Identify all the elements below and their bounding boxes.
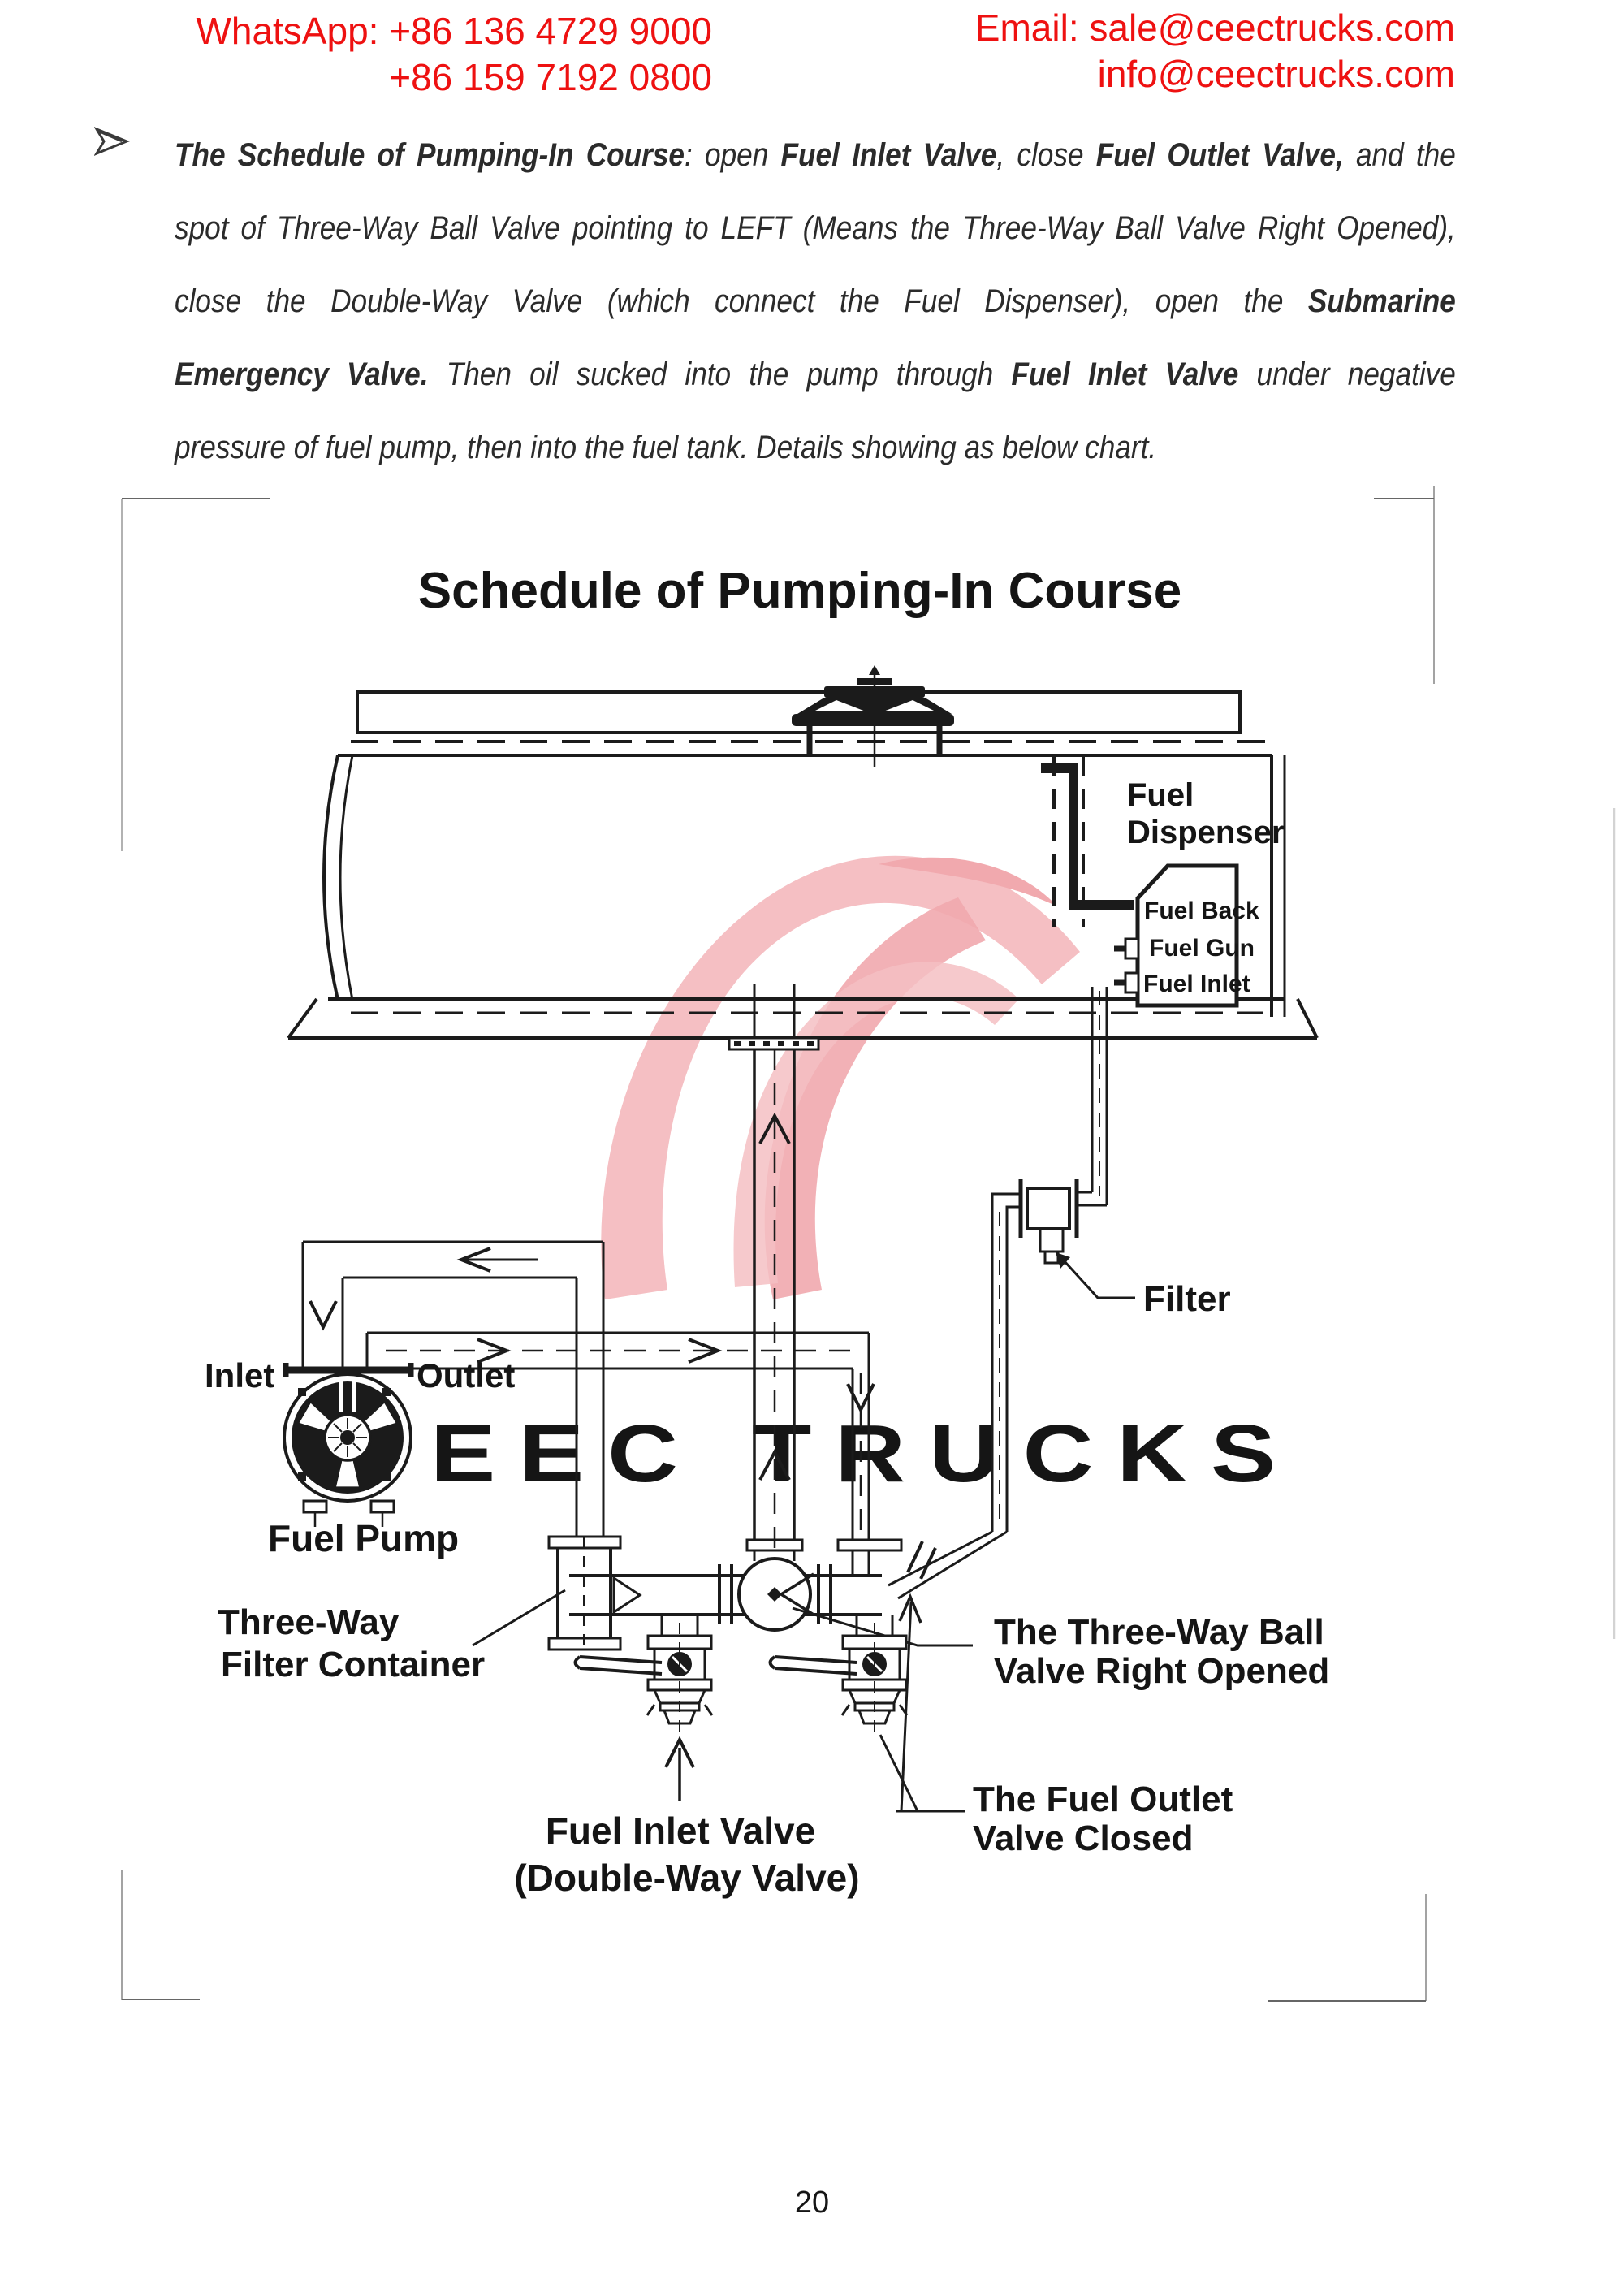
- label-ball-valve-1: The Three-Way Ball: [994, 1612, 1324, 1652]
- label-outlet-valve-2: Valve Closed: [973, 1818, 1194, 1858]
- ceec-logo-watermark: [601, 856, 1080, 1299]
- label-outlet-valve-1: The Fuel Outlet: [973, 1779, 1233, 1819]
- label-ball-valve-2: Valve Right Opened: [994, 1651, 1330, 1691]
- diagram-title: Schedule of Pumping-In Course: [417, 563, 1182, 619]
- whatsapp-line-2: +86 159 7192 0800: [389, 56, 712, 98]
- label-inlet-valve-2: (Double-Way Valve): [514, 1857, 860, 1899]
- label-pump-inlet: Inlet: [205, 1356, 275, 1394]
- label-fuel-back: Fuel Back: [1144, 897, 1259, 924]
- label-fuel-gun: Fuel Gun: [1149, 935, 1255, 962]
- whatsapp-line-1: WhatsApp: +86 136 4729 9000: [196, 10, 712, 52]
- label-fuel-dispenser-1: Fuel: [1127, 777, 1194, 813]
- trucks-text-watermark: EEC TRUCKS: [430, 1408, 1299, 1499]
- flow-arrow-down: [310, 1301, 336, 1327]
- label-fuel-dispenser-2: Dispenser: [1127, 815, 1285, 850]
- paragraph-line: pressure of fuel pump, then into the fuel tank. Details showing as below chart.: [175, 430, 1157, 465]
- label-fuel-inlet: Fuel Inlet: [1143, 971, 1250, 997]
- fuel-outlet-valve: [771, 1615, 908, 1735]
- tank-manhole: [792, 665, 954, 767]
- page-number: 20: [794, 2186, 830, 2220]
- filter-assembly: [1021, 1179, 1135, 1298]
- email-line-2: info@ceectrucks.com: [1097, 53, 1455, 95]
- paragraph-line: Emergency Valve. Then oil sucked into the pump through Fuel Inlet Valve under negative: [175, 357, 1456, 392]
- fuel-inlet-valve: [576, 1615, 713, 1735]
- label-pump-outlet: Outlet: [417, 1356, 516, 1394]
- filter-to-valve-pipe: [888, 1194, 1021, 1598]
- email-line-1: Email: sale@ceectrucks.com: [974, 6, 1455, 49]
- label-inlet-valve-1: Fuel Inlet Valve: [545, 1810, 816, 1852]
- paragraph-line: The Schedule of Pumping-In Course: open Fuel Inlet Valve, close Fuel Outlet Valve, and the: [175, 137, 1456, 173]
- paragraph-line: close the Double-Way Valve (which connect the Fuel Dispenser), open the Submarine: [175, 283, 1456, 319]
- label-filter-container: Filter Container: [221, 1645, 486, 1684]
- tank-top-walkway: [357, 692, 1240, 733]
- label-fuel-pump: Fuel Pump: [268, 1517, 460, 1559]
- paragraph-line: spot of Three-Way Ball Valve pointing to LEFT (Means the Three-Way Ball Valve Right Opened),: [175, 210, 1456, 246]
- label-filter: Filter: [1143, 1279, 1231, 1319]
- fuel-pump: [284, 1363, 411, 1527]
- label-three-way: Three-Way: [218, 1602, 400, 1642]
